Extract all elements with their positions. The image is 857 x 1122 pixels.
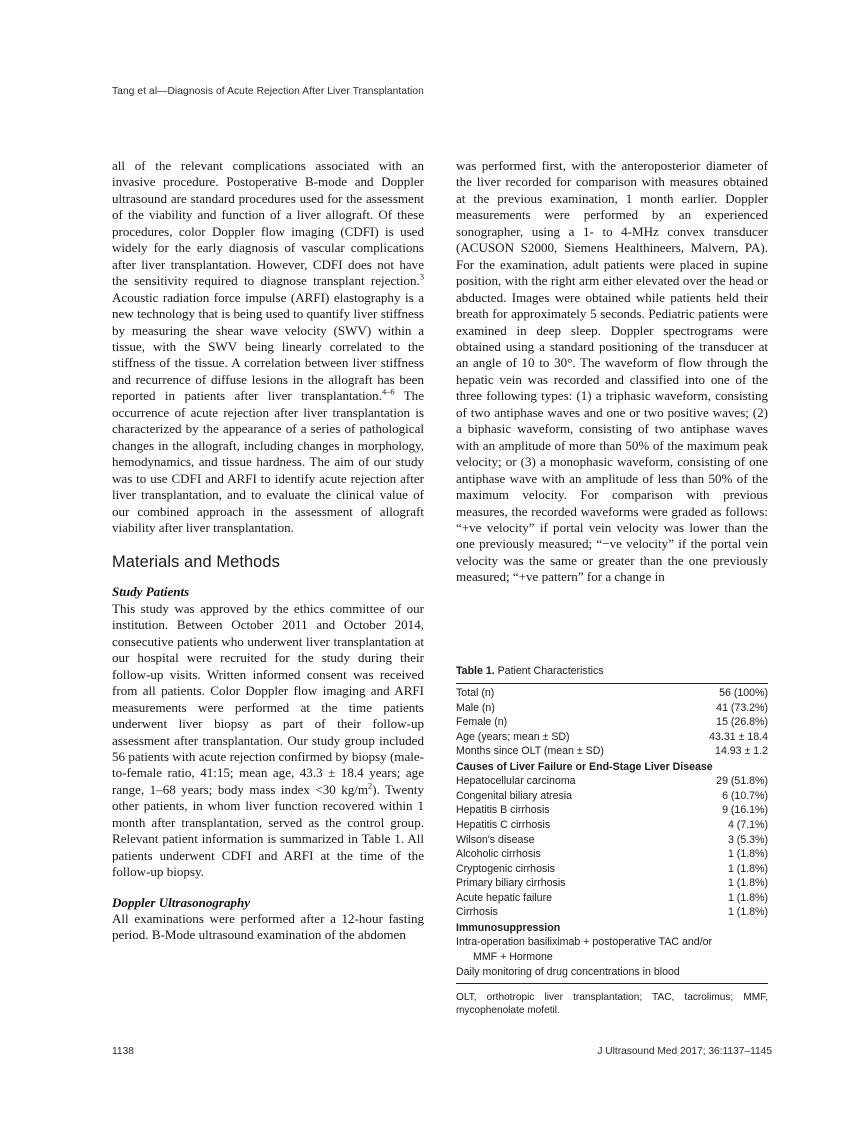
table-row (456, 818, 768, 833)
table-cell-value: 1 (1.8%) (727, 877, 768, 890)
paragraph-doppler-methods: was performed first, with the anteroposterior diameter of the liver recorded for comparison with measures obtained at the previous examination, 1 month earlier. Doppler measurements were performed by an experienced sonographer, using a 1- to 4-MHz convex transducer (ACUSON S2000, Siemens Healthineers, Malvern, PA). For the examination, adult patients were placed in supine position, with the right arm either elevated over the head or abducted. Images were obtained while patients held their breath for approximately 5 seconds. Pediatric patients were examined in deep sleep. Doppler spectrograms were obtained using a standard positioning of the transducer at an angle of 10 to 30°. The waveform of flow through the hepatic vein was recorded and classified into one of the three following types: (1) a triphasic waveform, consisting of two antiphase waves and one or two positive waves; (2) a biphasic waveform, consisting of two antiphase waves with an amplitude of more than 50% of the maximum peak velocity; or (3) a monophasic waveform, consisting of one antiphase wave with an amplitude of less than 50% of the maximum velocity. For comparison with previous measures, the recorded waveforms were graded as follows: “+ve velocity” if portal vein velocity was lower than the one previously measured; “−ve velocity” if the portal vein velocity was the same or greater than the one previously measured; “+ve pattern” for a change in (456, 158, 768, 585)
table-cell-value: 1 (1.8%) (727, 906, 768, 919)
table-cell-value: 3 (5.3%) (727, 833, 768, 846)
table-row (456, 745, 768, 760)
table-row (456, 862, 768, 877)
table-row (456, 877, 768, 892)
table-cell-label: Male (n) (456, 701, 495, 714)
paragraph-continued-intro (112, 158, 424, 536)
table-cell-label: Intra-operation basiliximab + postoperative TAC and/or (456, 936, 713, 949)
table-cell-label: Causes of Liver Failure or End-Stage Liver Disease (456, 760, 713, 773)
citation-superscript-3: 3 (419, 272, 424, 282)
table-cell-value: 29 (51.8%) (716, 775, 768, 788)
table-cell-label: Daily monitoring of drug concentrations in blood (456, 965, 680, 978)
subheading-study-patients: Study Patients (112, 584, 190, 600)
table-caption-title: Patient Characteristics (494, 665, 604, 677)
table-row (456, 965, 768, 980)
table-cell-label: Female (n) (456, 716, 508, 729)
paragraph-study-patients (112, 601, 424, 881)
table-cell-label: Primary biliary cirrhosis (456, 877, 566, 890)
subheading-doppler-ultrasonography: Doppler Ultrasonography (112, 894, 251, 910)
section-heading-materials-and-methods: Materials and Methods (112, 553, 280, 572)
table-cell-label: Wilson's disease (456, 833, 535, 846)
table-caption-label: Table 1. (456, 665, 495, 677)
table-row (456, 833, 768, 848)
table-cell-label: Alcoholic cirrhosis (456, 848, 541, 861)
table-row (456, 715, 768, 730)
table-cell-label: Hepatocellular carcinoma (456, 775, 576, 788)
page-number: 1138 (112, 1046, 134, 1057)
table-row (456, 847, 768, 862)
table-cell-value: 14.93 ± 1.2 (715, 745, 768, 758)
table-cell-label: Cirrhosis (456, 906, 498, 919)
table-caption (456, 665, 768, 678)
paragraph-text-part-3: The occurrence of acute rejection after liver transplantation is characterized by the appearance of a series of pathological changes in the allograft, including changes in morphology, hemodynamics, and tissue hardness. The aim of our study was to use CDFI and ARFI to identify acute rejection after liver transplantation, and to evaluate the clinical value of our combined approach in the assessment of allograft viability after liver transplantation. (112, 388, 424, 535)
table-bottom-rule (456, 983, 768, 984)
table-row (456, 950, 768, 965)
table-cell-label: Cryptogenic cirrhosis (456, 862, 555, 875)
table-cell-label: Total (n) (456, 684, 679, 701)
table-row (456, 804, 768, 819)
paragraph-text-part-2: Acoustic radiation force impulse (ARFI) elastography is a new technology that is being used to quantify liver stiffness by measuring the shear wave velocity (SWV) within a tissue, with the SWV being linearly correlated to the stiffness of the tissue. A correlation between liver stiffness and recurrence of diffuse lesions in the allograft has been reported in patients after liver transplantation. (112, 289, 424, 404)
table-cell-value: 43.31 ± 18.4 (709, 730, 768, 743)
table-cell-value: 9 (16.1%) (722, 804, 768, 817)
unit-superscript-2: 2 (368, 781, 373, 791)
table-row (456, 701, 768, 716)
left-column (112, 158, 424, 944)
table-cell-value: 6 (10.7%) (722, 789, 768, 802)
paragraph-text-part-4: This study was approved by the ethics committee of our institution. Between October 2011 and October 2014, consecutive patients who underwent liver transplantation at our hospital were recruited for the study during their follow-up visits. Written informed consent was received from all patients. Color Doppler flow imaging and ARFI measurements were performed at the time patients underwent liver biopsy as part of their follow-up assessment after transplantation. Our study group included 56 patients with acute rejection confirmed by biopsy (male-to-female ratio, 41:15; mean age, 43.3 ± 18.4 years; age range, 1–68 years; body mass index <30 kg/m (112, 600, 424, 797)
table-cell-value: 1 (1.8%) (727, 862, 768, 875)
table-row (456, 906, 768, 921)
journal-citation: J Ultrasound Med 2017; 36:1137–1145 (597, 1046, 772, 1057)
table-cell-label: Hepatitis B cirrhosis (456, 804, 550, 817)
table-footnote: OLT, orthotropic liver transplantation; TAC, tacrolimus; MMF, mycophenolate mofetil. (456, 991, 768, 1016)
table-cell-label: Congenital biliary atresia (456, 789, 573, 802)
table-cell-label: Hepatitis C cirrhosis (456, 819, 551, 832)
table-cell-value: 41 (73.2%) (716, 701, 768, 714)
table-cell-value: 4 (7.1%) (727, 819, 768, 832)
table-row (456, 891, 768, 906)
paragraph-text-part-1: all of the relevant complications associated with an invasive procedure. Postoperative B-mode and Doppler ultrasound are standard procedures used for the assessment of the viability and function of a liver allograft. Of these procedures, color Doppler flow imaging (CDFI) is used widely for the early diagnosis of vascular complications after liver transplantation. However, CDFI does not have the sensitivity required to diagnose transplant rejection. (112, 158, 424, 289)
table-cell-label: MMF + Hormone (473, 951, 553, 964)
table-1-block (456, 665, 768, 1017)
table-row (456, 936, 768, 951)
table-row (456, 730, 768, 745)
table-cell-value: 15 (26.8%) (716, 716, 768, 729)
running-head: Tang et al—Diagnosis of Acute Rejection After Liver Transplantation (112, 86, 424, 97)
table-cell-value: 1 (1.8%) (727, 848, 768, 861)
paragraph-text-part-5: ). Twenty other patients, in whom liver function recovered within 1 month after transplantation, served as the control group. Relevant patient information is summarized in Table 1. All patients underwent CDFI and ARFI at the time of the follow-up biopsy. (112, 781, 424, 880)
table-row (456, 684, 768, 701)
table-cell-label: Months since OLT (mean ± SD) (456, 745, 604, 758)
table-cell-value: 56 (100%) (679, 684, 768, 701)
table-cell-label: Immunosuppression (456, 921, 561, 934)
table-row (456, 759, 768, 774)
table-body (456, 684, 768, 980)
table-cell-label: Acute hepatic failure (456, 891, 552, 904)
paragraph-doppler-ultrasonography: All examinations were performed after a 12-hour fasting period. B-Mode ultrasound examination of the abdomen (112, 911, 424, 943)
table-cell-value: 1 (1.8%) (727, 891, 768, 904)
table-cell-label: Age (years; mean ± SD) (456, 730, 570, 743)
citation-superscript-4-6: 4–6 (381, 388, 395, 397)
table-row (456, 789, 768, 804)
patient-characteristics-table (456, 683, 768, 980)
right-column (456, 158, 768, 586)
table-row (456, 920, 768, 935)
table-row (456, 775, 768, 790)
